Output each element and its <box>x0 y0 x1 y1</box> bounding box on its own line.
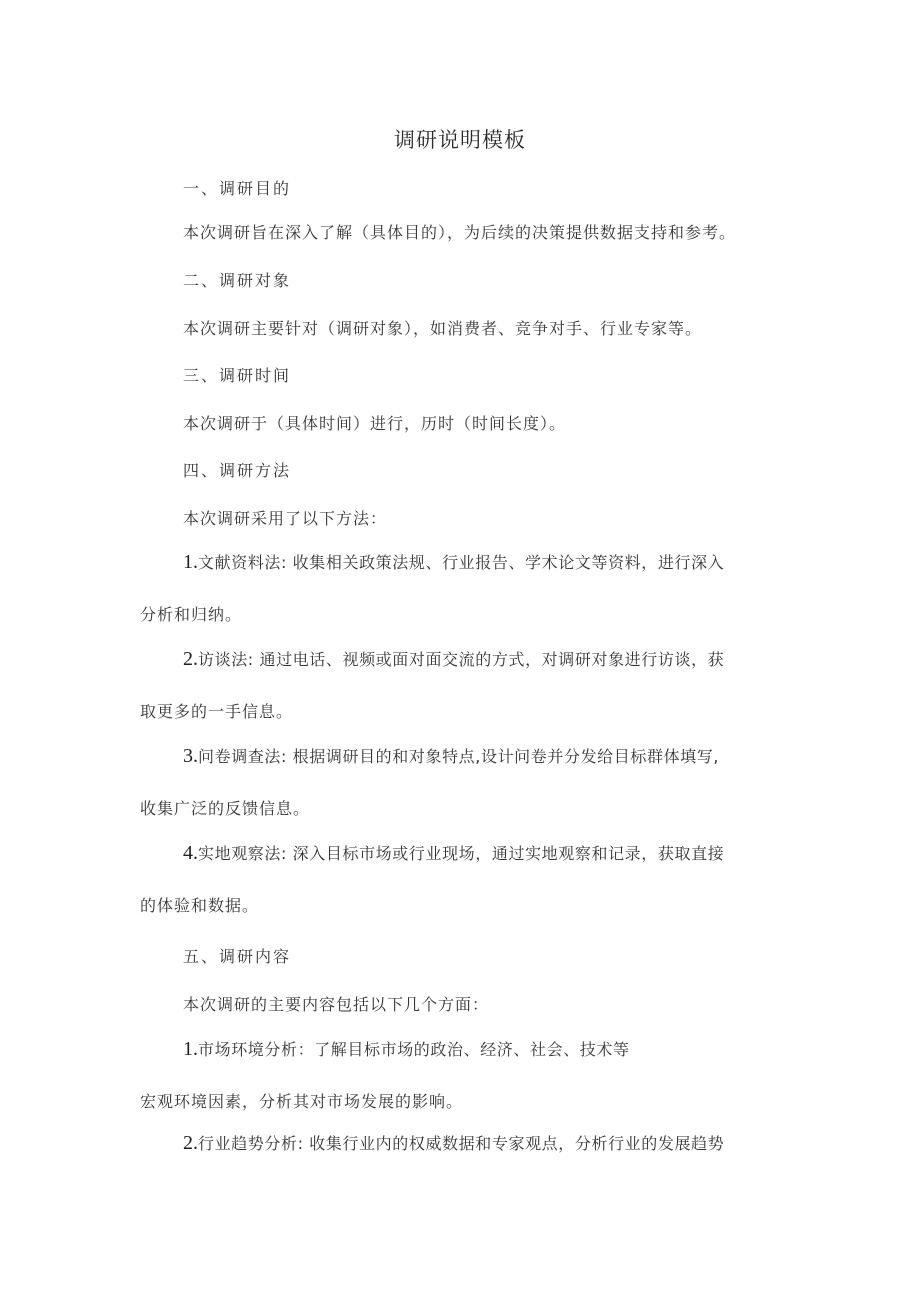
list-item-text: 市场环境分析：了解目标市场的政治、经济、社会、技术等 <box>198 1040 630 1059</box>
paragraph-purpose: 本次调研旨在深入了解（具体目的），为后续的决策提供数据支持和参考。 <box>183 223 737 242</box>
section-heading-time: 三、调研时间 <box>183 366 292 385</box>
list-number: 1. <box>183 551 198 573</box>
list-number: 2. <box>183 648 198 670</box>
paragraph-subject: 本次调研主要针对（调研对象），如消费者、竞争对手、行业专家等。 <box>183 319 703 338</box>
list-item-text: 文献资料法: 收集相关政策法规、行业报告、学术论文等资料，进行深入 <box>198 553 725 572</box>
method-item-3-continued: 收集广泛的反馈信息。 <box>140 799 311 818</box>
list-number: 2. <box>183 1132 198 1154</box>
section-heading-method: 四、调研方法 <box>183 461 292 480</box>
method-item-4 <box>183 841 724 865</box>
list-number: 4. <box>183 842 198 864</box>
section-heading-content: 五、调研内容 <box>183 947 292 966</box>
content-item-2 <box>183 1131 724 1155</box>
method-item-2-continued: 取更多的一手信息。 <box>140 702 294 721</box>
list-item-text: 访谈法: 通过电话、视频或面对面交流的方式，对调研对象进行访谈，获 <box>198 650 725 669</box>
list-item-text: 实地观察法: 深入目标市场或行业现场，通过实地观察和记录，获取直接 <box>198 844 725 863</box>
document-title: 调研说明模板 <box>394 128 526 152</box>
method-item-2 <box>183 647 724 671</box>
paragraph-content-intro: 本次调研的主要内容包括以下几个方面： <box>183 995 490 1014</box>
method-item-1-continued: 分析和归纳。 <box>140 605 243 624</box>
list-item-text: 行业趋势分析: 收集行业内的权威数据和专家观点，分析行业的发展趋势 <box>198 1134 725 1153</box>
method-item-4-continued: 的体验和数据。 <box>140 896 260 915</box>
paragraph-time: 本次调研于（具体时间）进行，历时（时间长度）。 <box>183 414 567 433</box>
section-heading-purpose: 一、调研目的 <box>183 179 292 198</box>
list-item-text: 问卷调查法: 根据调研目的和对象特点,设计问卷并分发给目标群体填写, <box>198 747 720 766</box>
content-item-1 <box>183 1037 630 1061</box>
method-item-3 <box>183 744 719 768</box>
list-number: 3. <box>183 745 198 767</box>
content-item-1-continued: 宏观环境因素，分析其对市场发展的影响。 <box>140 1092 464 1111</box>
paragraph-method-intro: 本次调研采用了以下方法： <box>183 509 388 528</box>
section-heading-subject: 二、调研对象 <box>183 271 292 290</box>
list-number: 1. <box>183 1038 198 1060</box>
method-item-1 <box>183 550 724 574</box>
